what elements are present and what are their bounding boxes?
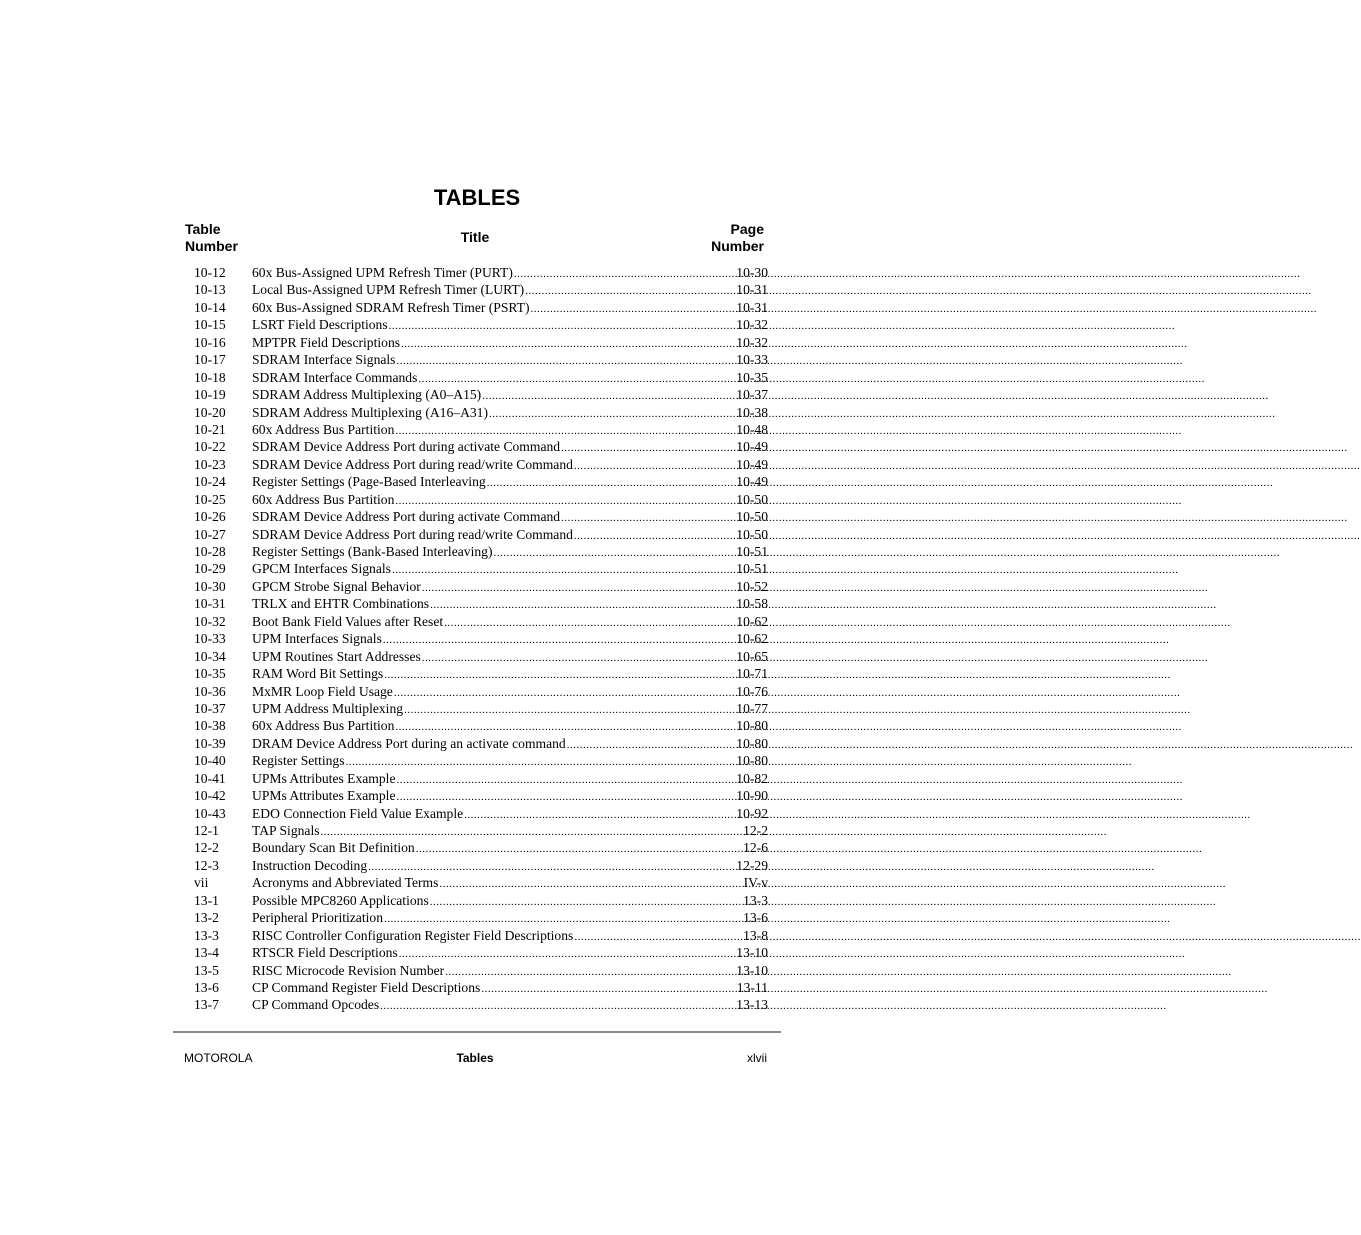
toc-entry-page: 10-80 [736,735,768,751]
toc-entry[interactable] [194,822,768,839]
toc-entry-number: 10-31 [194,596,226,612]
toc-entry-number: 12-3 [194,857,219,873]
toc-entry[interactable] [194,787,768,804]
toc-dot-leader [574,458,734,475]
toc-entry-title: SDRAM Device Address Port during activate Command [252,509,561,525]
toc-entry-page: 13-10 [736,962,768,978]
toc-entry-title: SDRAM Device Address Port during read/write Command [252,456,573,472]
toc-entry-page: 10-52 [736,578,768,594]
toc-entry[interactable] [194,386,768,403]
toc-entry-page: 10-80 [736,753,768,769]
toc-entry-page: 10-90 [736,788,768,804]
toc-entry[interactable] [194,717,768,734]
toc-dot-leader [430,597,734,614]
toc-entry[interactable] [194,404,768,421]
toc-dot-leader [445,964,734,981]
toc-entry-title: UPMs Attributes Example [252,788,396,804]
toc-entry-title: GPCM Interfaces Signals [252,561,391,577]
toc-entry-number: 10-39 [194,735,226,751]
toc-entry-title: DRAM Device Address Port during an activate command [252,735,566,751]
toc-entry-title: Boot Bank Field Values after Reset [252,613,444,629]
toc-entry-page: 13-3 [743,892,768,908]
toc-dot-leader [399,946,735,963]
toc-entry-title: MxMR Loop Field Usage [252,683,393,699]
toc-entry[interactable] [194,351,768,368]
toc-entry-page: 10-32 [736,334,768,350]
toc-entry-page: 10-58 [736,596,768,612]
toc-dot-leader [396,772,734,789]
toc-dot-leader [384,667,734,684]
toc-entry-number: 10-42 [194,788,226,804]
toc-entry[interactable] [194,526,768,543]
toc-dot-leader [574,929,741,946]
footer-company: MOTOROLA [184,1051,253,1065]
toc-entry[interactable] [194,665,768,682]
toc-entry[interactable] [194,874,768,891]
toc-entry-number: 10-35 [194,666,226,682]
toc-entry-title: Register Settings [252,753,345,769]
toc-entry[interactable] [194,648,768,665]
column-header-page-number-line1: Page [730,221,764,237]
column-header-table-number-line1: Table [185,221,221,237]
toc-entry-page: 10-51 [736,561,768,577]
toc-entry-title: 60x Bus-Assigned SDRAM Refresh Timer (PSRT) [252,299,530,315]
toc-entry[interactable] [194,700,768,717]
toc-entry-title: GPCM Strobe Signal Behavior [252,578,421,594]
toc-entry-number: 10-33 [194,631,226,647]
toc-entry-page: 13-11 [736,979,768,995]
toc-entry-page: 10-37 [736,387,768,403]
toc-entry[interactable] [194,281,768,298]
toc-entry[interactable] [194,735,768,752]
column-header-title: Title [460,229,490,245]
toc-entry-title: Local Bus-Assigned UPM Refresh Timer (LURT) [252,282,525,298]
toc-entry-number: 10-23 [194,456,226,472]
toc-entry-number: 10-19 [194,387,226,403]
toc-entry-title: RISC Microcode Revision Number [252,962,445,978]
toc-entry[interactable] [194,369,768,386]
toc-entry-page: 10-31 [736,282,768,298]
toc-dot-leader [561,510,734,527]
toc-entry-page: 12-6 [743,840,768,856]
toc-entry-page: 13-8 [743,927,768,943]
toc-entry-number: 13-7 [194,997,219,1013]
toc-entry-title: 60x Address Bus Partition [252,491,395,507]
toc-entry[interactable] [194,752,768,769]
toc-entry-page: 10-82 [736,770,768,786]
column-header-table-number [185,221,238,255]
toc-entry-number: 10-24 [194,474,226,490]
toc-dot-leader [487,475,735,492]
toc-entry-title: SDRAM Interface Signals [252,352,396,368]
toc-entry[interactable] [194,630,768,647]
toc-entry-number: 10-12 [194,265,226,280]
toc-entry[interactable] [194,491,768,508]
toc-entry[interactable] [194,578,768,595]
toc-entry-number: 12-2 [194,840,219,856]
toc-entry-number: 10-41 [194,770,226,786]
page-title: TABLES [433,185,521,210]
toc-entry-page: 10-92 [736,805,768,821]
toc-entry-page: 10-76 [736,683,768,699]
toc-entry-page: 10-51 [736,544,768,559]
toc-entry-title: TAP Signals [252,823,320,838]
toc-entry[interactable] [194,560,768,577]
toc-entry-number: 10-29 [194,561,226,577]
toc-dot-leader [531,301,735,318]
toc-entry[interactable] [194,892,768,909]
toc-entry-title: Acronyms and Abbreviated Terms [252,875,439,891]
toc-entry-number: 10-20 [194,404,226,420]
toc-entry-page: 10-65 [736,648,768,664]
toc-entry[interactable] [194,909,768,926]
toc-dot-leader [489,406,734,423]
footer-divider [173,1031,781,1033]
toc-dot-leader [567,737,735,754]
toc-entry-number: 10-43 [194,805,226,821]
toc-entry-number: 13-1 [194,892,219,908]
toc-entry-number: 12-1 [194,823,219,838]
toc-entry-title: SDRAM Interface Commands [252,369,418,385]
toc-entry-number: 13-6 [194,979,219,995]
toc-entry-title: 60x Bus-Assigned UPM Refresh Timer (PURT) [252,265,513,280]
toc-dot-leader [493,545,734,562]
toc-entry-page: 10-49 [736,456,768,472]
toc-entry-number: 10-22 [194,439,226,455]
toc-entry[interactable] [194,770,768,787]
toc-entry-page: 13-6 [743,910,768,926]
toc-entry-number: 10-17 [194,352,226,368]
toc-dot-leader [439,876,741,893]
toc-dot-leader [422,580,734,597]
toc-dot-leader [392,562,734,579]
toc-entry-title: CP Command Register Field Descriptions [252,979,481,995]
toc-entry-title: CP Command Opcodes [252,997,380,1013]
footer-page-number: xlvii [747,1051,767,1065]
toc-entry-title: SDRAM Device Address Port during activate Command [252,439,561,455]
toc-entry-page: 10-33 [736,352,768,368]
toc-entry-page: 10-62 [736,631,768,647]
toc-entry-title: Register Settings (Bank-Based Interleaving) [252,544,493,559]
toc-entry-page: 10-50 [736,526,768,542]
toc-dot-leader [389,318,735,335]
toc-entry-title: TRLX and EHTR Combinations [252,596,430,612]
toc-entry-page: 12-2 [743,823,768,838]
toc-entry[interactable] [194,543,768,560]
toc-entry[interactable] [194,944,768,961]
toc-entry[interactable] [194,979,768,996]
toc-entry-title: SDRAM Address Multiplexing (A0–A15) [252,387,482,403]
toc-entry-title: RISC Controller Configuration Register Field Descriptions [252,927,574,943]
toc-entry-number: 10-21 [194,421,226,437]
toc-dot-leader [380,998,734,1015]
toc-entry-number: vii [194,875,209,891]
toc-entry-title: SDRAM Device Address Port during read/write Command [252,526,573,542]
toc-entry[interactable] [194,421,768,438]
toc-dot-leader [416,841,741,858]
toc-entry[interactable] [194,334,768,351]
toc-dot-leader [464,807,734,824]
toc-dot-leader [574,528,734,545]
toc-entry-page: 10-31 [736,299,768,315]
toc-entry-page: 10-71 [736,666,768,682]
toc-entry-page: 10-77 [736,700,768,716]
toc-entry[interactable] [194,316,768,333]
toc-entry-number: 13-2 [194,910,219,926]
toc-entry[interactable] [194,927,768,944]
toc-entry-page: 10-49 [736,439,768,455]
toc-entry-title: RTSCR Field Descriptions [252,945,398,961]
toc-entry-page: 10-32 [736,317,768,333]
toc-entry-title: SDRAM Address Multiplexing (A16–A31) [252,404,489,420]
toc-entry[interactable] [194,613,768,630]
toc-dot-leader [346,754,735,771]
toc-entry-number: 10-37 [194,700,226,716]
column-header-page-number-line2: Number [711,238,764,254]
toc-entry-page: 10-80 [736,718,768,734]
toc-dot-leader [396,353,734,370]
toc-entry-page: 12-29 [736,857,768,873]
toc-entry-page: 10-50 [736,491,768,507]
toc-dot-leader [514,266,734,283]
toc-entry-title: 60x Address Bus Partition [252,421,395,437]
toc-dot-leader [482,388,734,405]
toc-entry-title: Possible MPC8260 Applications [252,892,429,908]
toc-entry-title: UPM Address Multiplexing [252,700,404,716]
toc-dot-leader [525,283,734,300]
toc-dot-leader [561,440,734,457]
toc-entry-number: 10-40 [194,753,226,769]
toc-entry-page: 10-49 [736,474,768,490]
toc-entry-title: LSRT Field Descriptions [252,317,388,333]
toc-entry-page: 13-10 [736,945,768,961]
toc-entry[interactable] [194,996,768,1013]
toc-entry[interactable] [194,456,768,473]
toc-dot-leader [394,685,734,702]
toc-entry-number: 10-38 [194,718,226,734]
toc-entry-number: 13-4 [194,945,219,961]
toc-entry-title: 60x Address Bus Partition [252,718,395,734]
toc-entry-number: 10-34 [194,648,226,664]
toc-entry[interactable] [194,508,768,525]
toc-entry-number: 10-25 [194,491,226,507]
toc-entry[interactable] [194,857,768,874]
toc-entry-page: IV-v [743,875,768,891]
toc-entry-number: 10-36 [194,683,226,699]
toc-dot-leader [383,632,734,649]
column-header-table-number-line2: Number [185,238,238,254]
table-of-tables-list [194,264,768,1014]
toc-entry-number: 10-26 [194,509,226,525]
toc-entry-number: 13-3 [194,927,219,943]
column-header-page-number [711,221,764,255]
footer-section-title: Tables [456,1051,494,1065]
toc-entry-number: 10-13 [194,282,226,298]
toc-entry-page: 10-35 [736,369,768,385]
toc-entry-number: 10-28 [194,544,226,559]
toc-entry[interactable] [194,683,768,700]
toc-entry-title: UPM Routines Start Addresses [252,648,421,664]
toc-dot-leader [401,336,734,353]
toc-dot-leader [404,702,734,719]
toc-entry-page: 10-38 [736,404,768,420]
toc-entry-number: 13-5 [194,962,219,978]
toc-entry[interactable] [194,805,768,822]
toc-entry-title: Register Settings (Page-Based Interleaving [252,474,486,490]
toc-entry[interactable] [194,839,768,856]
toc-entry-page: 10-62 [736,613,768,629]
toc-entry-number: 10-18 [194,369,226,385]
toc-entry-title: UPM Interfaces Signals [252,631,382,647]
toc-entry-page: 13-13 [736,997,768,1013]
toc-entry-title: UPMs Attributes Example [252,770,396,786]
toc-entry-number: 10-15 [194,317,226,333]
toc-entry[interactable] [194,264,768,281]
toc-entry-number: 10-27 [194,526,226,542]
toc-entry-page: 10-50 [736,509,768,525]
toc-dot-leader [430,894,741,911]
toc-entry-title: EDO Connection Field Value Example [252,805,464,821]
toc-entry-title: Boundary Scan Bit Definition [252,840,415,856]
toc-entry[interactable] [194,962,768,979]
toc-entry[interactable] [194,299,768,316]
toc-entry-title: MPTPR Field Descriptions [252,334,401,350]
toc-entry-number: 10-14 [194,299,226,315]
toc-entry-title: RAM Word Bit Settings [252,666,384,682]
toc-entry-number: 10-16 [194,334,226,350]
toc-entry-number: 10-32 [194,613,226,629]
toc-entry[interactable] [194,438,768,455]
toc-dot-leader [481,981,734,998]
toc-entry[interactable] [194,595,768,612]
toc-entry-title: Instruction Decoding [252,857,368,873]
toc-entry-page: 10-48 [736,421,768,437]
toc-dot-leader [444,615,734,632]
toc-entry-page: 10-30 [736,265,768,280]
toc-dot-leader [422,650,734,667]
toc-entry[interactable] [194,473,768,490]
toc-entry-number: 10-30 [194,578,226,594]
toc-entry-title: Peripheral Prioritization [252,910,383,926]
